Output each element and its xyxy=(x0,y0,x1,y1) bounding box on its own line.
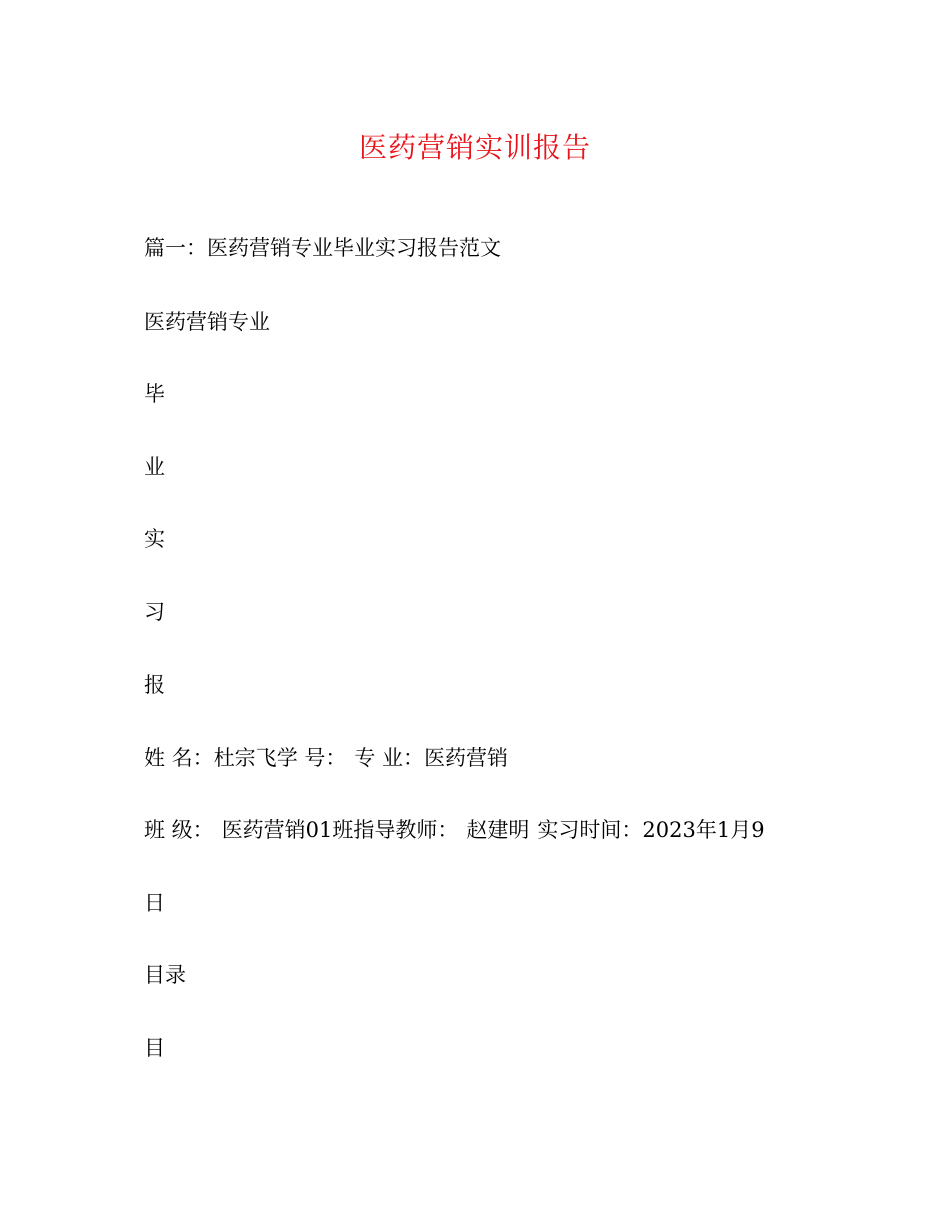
student-id-label: 学 号： xyxy=(276,746,347,770)
class-label: 班 级： xyxy=(144,818,214,842)
major-value: 医药营销 xyxy=(424,746,509,770)
date-tail: 日 xyxy=(144,891,165,915)
class-info-line xyxy=(144,815,765,845)
vertical-char-1: 毕 xyxy=(144,382,165,406)
toc-heading: 目录 xyxy=(144,963,186,987)
vertical-char-3: 实 xyxy=(144,527,165,551)
major-label: 专 业： xyxy=(354,746,425,770)
major-line: 医药营销专业 xyxy=(144,310,270,334)
class-value: 医药营销01班 xyxy=(221,818,354,842)
teacher-label: 指导教师： xyxy=(353,818,459,842)
name-value: 杜宗飞 xyxy=(213,746,277,770)
vertical-char-5: 报 xyxy=(144,673,165,697)
internship-time-label: 实习时间： xyxy=(537,818,643,842)
name-label: 姓 名： xyxy=(144,746,214,770)
vertical-char-4: 习 xyxy=(144,600,165,624)
toc-char: 目 xyxy=(144,1036,165,1060)
section-heading: 篇一：医药营销专业毕业实习报告范文 xyxy=(144,236,501,260)
teacher-value: 赵建明 xyxy=(466,818,530,842)
document-title: 医药营销实训报告 xyxy=(358,131,591,164)
student-info-line xyxy=(144,743,508,773)
vertical-char-2: 业 xyxy=(144,455,165,479)
internship-time-value: 2023年1月9 xyxy=(642,818,765,842)
